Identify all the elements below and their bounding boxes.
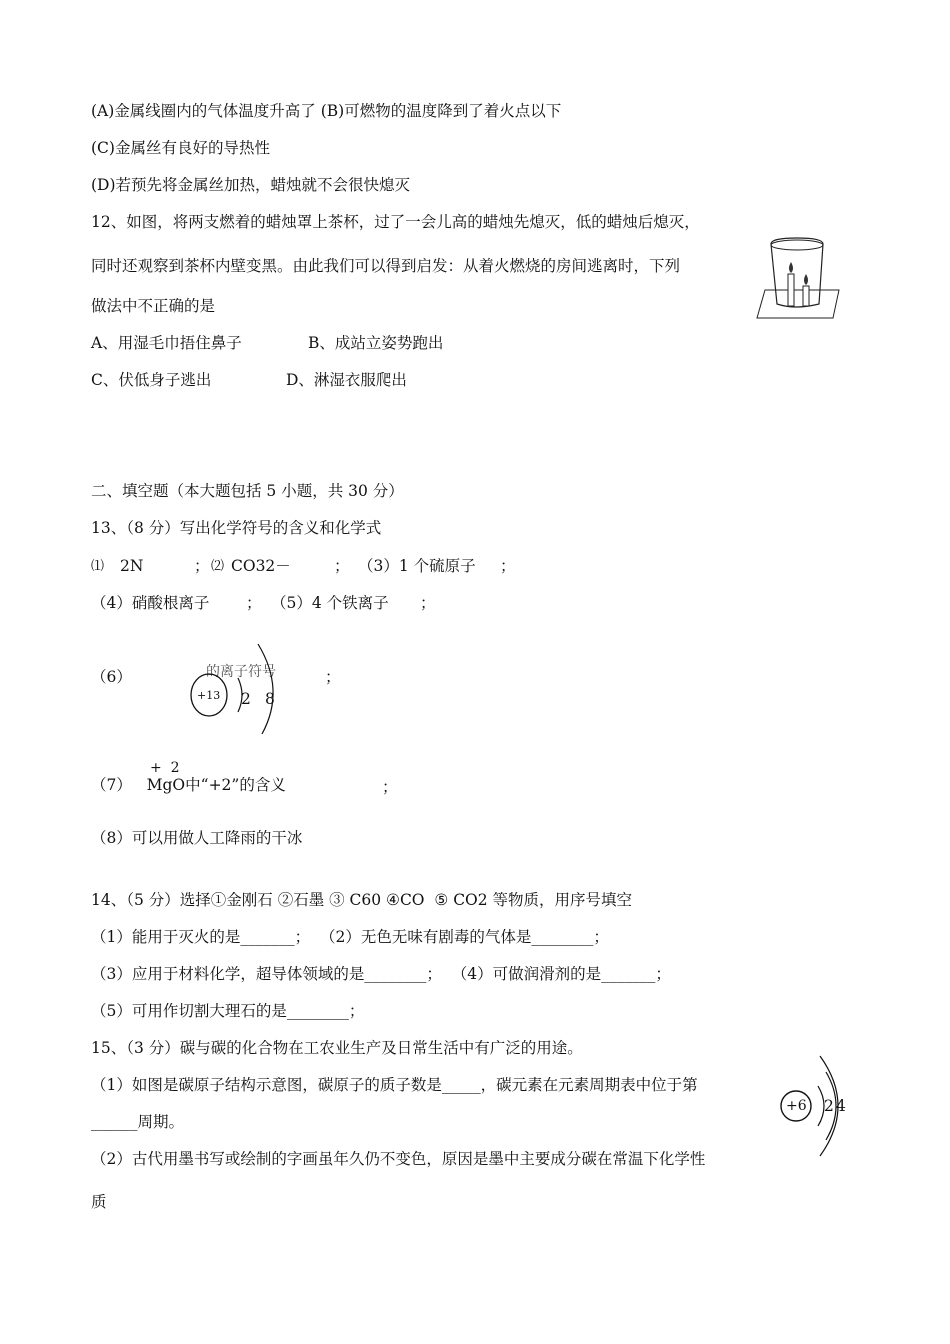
q13-item7-charge: + 2	[150, 760, 180, 776]
q13-item5: （5）4 个铁离子	[271, 594, 389, 612]
q13-sep2: ；	[334, 557, 350, 575]
q13-sep3: ；	[500, 557, 516, 575]
q13-item6-nucleus: +13	[197, 689, 221, 702]
candle-cup-figure	[755, 238, 840, 320]
q15-title: 15、（3 分）碳与碳的化合物在工农业生产及日常生活中有广泛的用途。	[91, 1039, 583, 1057]
q14-line2: （3）应用于材料化学，超导体领域的是________； （4）可做润滑剂的是_______；	[91, 965, 671, 983]
q13-item1-num: ⑴	[91, 559, 105, 574]
q15-line4: 质	[91, 1193, 107, 1211]
q15-shell1: 2	[824, 1097, 834, 1115]
q12-stem-line3: 做法中不正确的是	[91, 297, 216, 315]
q13-title: 13、（8 分）写出化学符号的含义和化学式	[91, 519, 382, 537]
q13-item8: （8）可以用做人工降雨的干冰	[91, 829, 303, 847]
q13-sep1: ；	[194, 557, 210, 575]
q15-line3: （2）古代用墨书写或绘制的字画虽年久仍不变色，原因是墨中主要成分碳在常温下化学性	[91, 1150, 706, 1168]
q11-option-d: (D)若预先将金属丝加热，蜡烛就不会很快熄灭	[91, 176, 411, 194]
q14-title: 14、（5 分）选择①金刚石 ②石墨 ③ C60 ④CO ⑤ CO2 等物质，用序号填空	[91, 891, 633, 909]
q13-item6-shell2: 8	[265, 690, 275, 708]
q11-options-ab: (A)金属线圈内的气体温度升高了 (B)可燃物的温度降到了着火点以下	[91, 102, 562, 120]
q13-item1: 2N	[120, 557, 144, 575]
q13-item3: （3）1 个硫原子	[358, 557, 476, 575]
q12-option-d: D、淋湿衣服爬出	[286, 371, 407, 389]
q15-nucleus: +6	[786, 1098, 807, 1114]
q13-sep5: ；	[420, 594, 436, 612]
q12-option-b: B、成站立姿势跑出	[308, 334, 444, 352]
q15-line1: （1）如图是碳原子结构示意图，碳原子的质子数是_____，碳元素在元素周期表中位于第	[91, 1076, 698, 1094]
q13-item7: （7） MgO中“+2”的含义	[91, 776, 286, 794]
q13-item4: （4）硝酸根离子	[91, 594, 210, 612]
q13-item6-shell1: 2	[241, 690, 251, 708]
q13-item6: （6）	[91, 668, 132, 686]
section2-title: 二、填空题（本大题包括 5 小题，共 30 分）	[91, 482, 404, 500]
q13-item2-num: ⑵	[211, 559, 225, 574]
q12-stem-line2: 同时还观察到茶杯内壁变黑。由此我们可以得到启发：从着火燃烧的房间逃离时，下列	[91, 257, 681, 275]
q12-option-c: C、伏低身子逃出	[91, 371, 212, 389]
q12-option-a: A、用湿毛巾捂住鼻子	[91, 334, 242, 352]
q14-line3: （5）可用作切割大理石的是________；	[91, 1002, 365, 1020]
q13-sep4: ；	[246, 594, 262, 612]
q14-line1: （1）能用于灭火的是_______； （2）无色无味有剧毒的气体是________；	[91, 928, 609, 946]
q11-option-c: (C)金属丝有良好的导热性	[91, 139, 270, 157]
q15-line2: ______周期。	[91, 1113, 185, 1131]
q12-stem-line1: 12、如图，将两支燃着的蜡烛罩上茶杯，过了一会儿高的蜡烛先熄灭，低的蜡烛后熄灭，	[91, 213, 700, 231]
q13-item2: CO32－	[231, 557, 291, 575]
q15-shell2: 4	[836, 1097, 846, 1115]
q13-sep7: ；	[382, 778, 398, 796]
q13-sep6: ；	[325, 668, 341, 686]
q13-item6-text: 的离子符号	[206, 664, 276, 680]
